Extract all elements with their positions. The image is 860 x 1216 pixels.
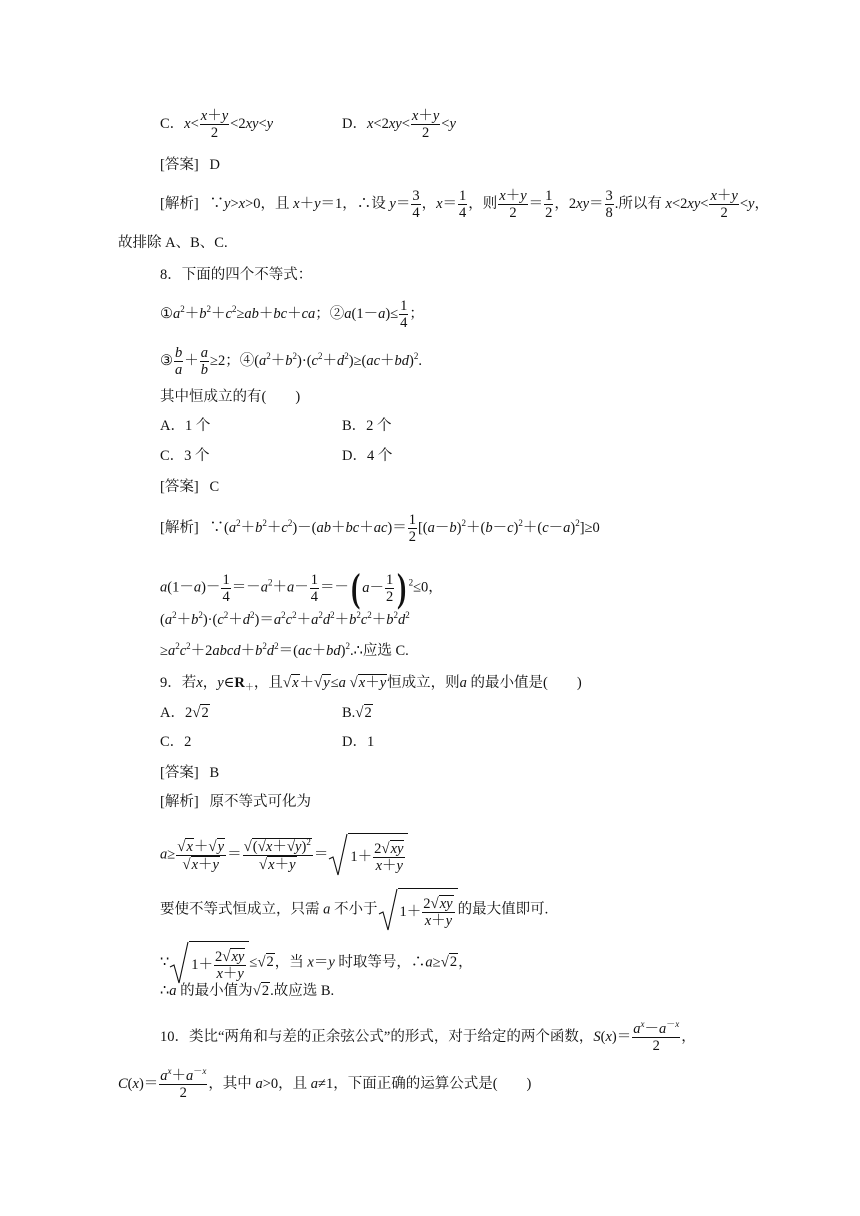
- q9-analysis-equality: ∵ 1＋ 2√xy x＋y ≤√2，当 x＝y 时取等号，∴a≥√2，: [160, 941, 473, 985]
- q7-analysis-line1: [解析] ∵y>x>0，且 x＋y＝1，∴设 y＝ $\frac{3}{4}$ ，x＝ $\frac{1}{4}$ ，则 $\frac{x+y}{2}$ ＝ $\frac{1}{2}$ ，2xy＝ $\frac{3}{8}$ .所以有 x<2xy< $\frac{x+y}{2}$ <y，: [160, 188, 769, 221]
- q9-option-c: C．2: [160, 734, 192, 750]
- analysis-label: [解析]: [160, 794, 199, 810]
- q9-analysis-intro: [解析] 原不等式可化为: [160, 794, 312, 810]
- q7-option-c: C．x< $\frac{x+y}{2}$ <2xy<y: [160, 108, 274, 141]
- q9-option-b: B.√2: [342, 705, 372, 721]
- q9-stem: 9．若x，$y\in R_+$，且√x＋√y≤a √x＋y恒成立，则a 的最小值是( ): [160, 675, 582, 692]
- q7-analysis-line2: 故排除 A、B、C.: [118, 235, 228, 251]
- q8-analysis-line2: a(1－a)－ $\frac{1}{4}$ $=-a^2+a-$ $\frac{1}{4}$ ＝－ ( a － 1 2 ) $^2$≤0，: [160, 565, 443, 610]
- q9-analysis-need: 要使不等式恒成立，只需 a 不小于 1＋ 2√xy x＋y 的最大值即可.: [160, 888, 548, 932]
- q8-option-a: A．1 个: [160, 418, 211, 434]
- q7-answer: [答案] D: [160, 157, 221, 173]
- q9-analysis-formula: a≥ $\frac{√x+√y}{√x+y}$ ＝ $\frac{√(√x+√y)^2}{√x+y}$ ＝ 1＋ 2√xy x＋y: [160, 833, 408, 877]
- q8-option-c: C．3 个: [160, 448, 210, 464]
- q9-answer: [答案] B: [160, 765, 220, 781]
- q10-stem-line2: C(x)＝ $\frac{a^x+a^{-x}}{2}$ ，其中 a>0，且 a≠1，下面正确的运算公式是( ): [118, 1066, 532, 1101]
- q8-analysis-line3: $(a^2+b^2)\cdot(c^2+d^2)=a^2c^2+a^2d^2+b^2c^2+b^2d^2$: [160, 610, 410, 628]
- q7-options-row: [160, 108, 273, 141]
- q9-analysis-conclusion: ∴a 的最小值为√2.故应选 B.: [160, 983, 335, 999]
- q8-analysis-line1: [解析] $\because(a^2+b^2+c^2)-(ab+bc+ac)=$ $\frac{1}{2}$ $[(a-b)^2+(b-c)^2+(c-a)^2]\ge 0$: [160, 512, 600, 545]
- q9-option-d: D．1: [342, 734, 375, 750]
- analysis-label: [解析]: [160, 519, 199, 536]
- answer-label: [答案]: [160, 157, 199, 173]
- q8-option-b: B．2 个: [342, 418, 392, 434]
- q8-option-d: D．4 个: [342, 448, 393, 464]
- q8-answer: [答案] C: [160, 479, 220, 495]
- q8-inequalities-1-2: $①a^2+b^2+c^2\ge ab+bc+ca$；②a(1－a)≤ $\frac{1}{4}$ ；: [160, 298, 424, 331]
- answer-label: [答案]: [160, 479, 199, 495]
- analysis-label: [解析]: [160, 195, 199, 212]
- q8-analysis-line4: $\ge a^2c^2+2abcd+b^2d^2=(ac+bd)^2.\therefore$应选 C.: [160, 641, 409, 659]
- q9-option-a: A．2√2: [160, 705, 209, 721]
- q7-option-d: D．x<2xy< $\frac{x+y}{2}$ <y: [342, 108, 456, 141]
- q8-stem: 8．下面的四个不等式：: [160, 267, 313, 283]
- q8-question: 其中恒成立的有( ): [160, 389, 301, 405]
- q8-inequalities-3-4: ③ $\frac{b}{a}$ ＋ $\frac{a}{b}$ ≥2；$④(a^2+b^2)\cdot(c^2+d^2)\ge(ac+bd)^2$.: [160, 345, 423, 378]
- q10-stem-line1: 10．类比“两角和与差的正余弦公式”的形式，对于给定的两个函数，S(x)＝ $\frac{a^x-a^{-x}}{2}$ ，: [160, 1019, 696, 1054]
- answer-label: [答案]: [160, 765, 199, 781]
